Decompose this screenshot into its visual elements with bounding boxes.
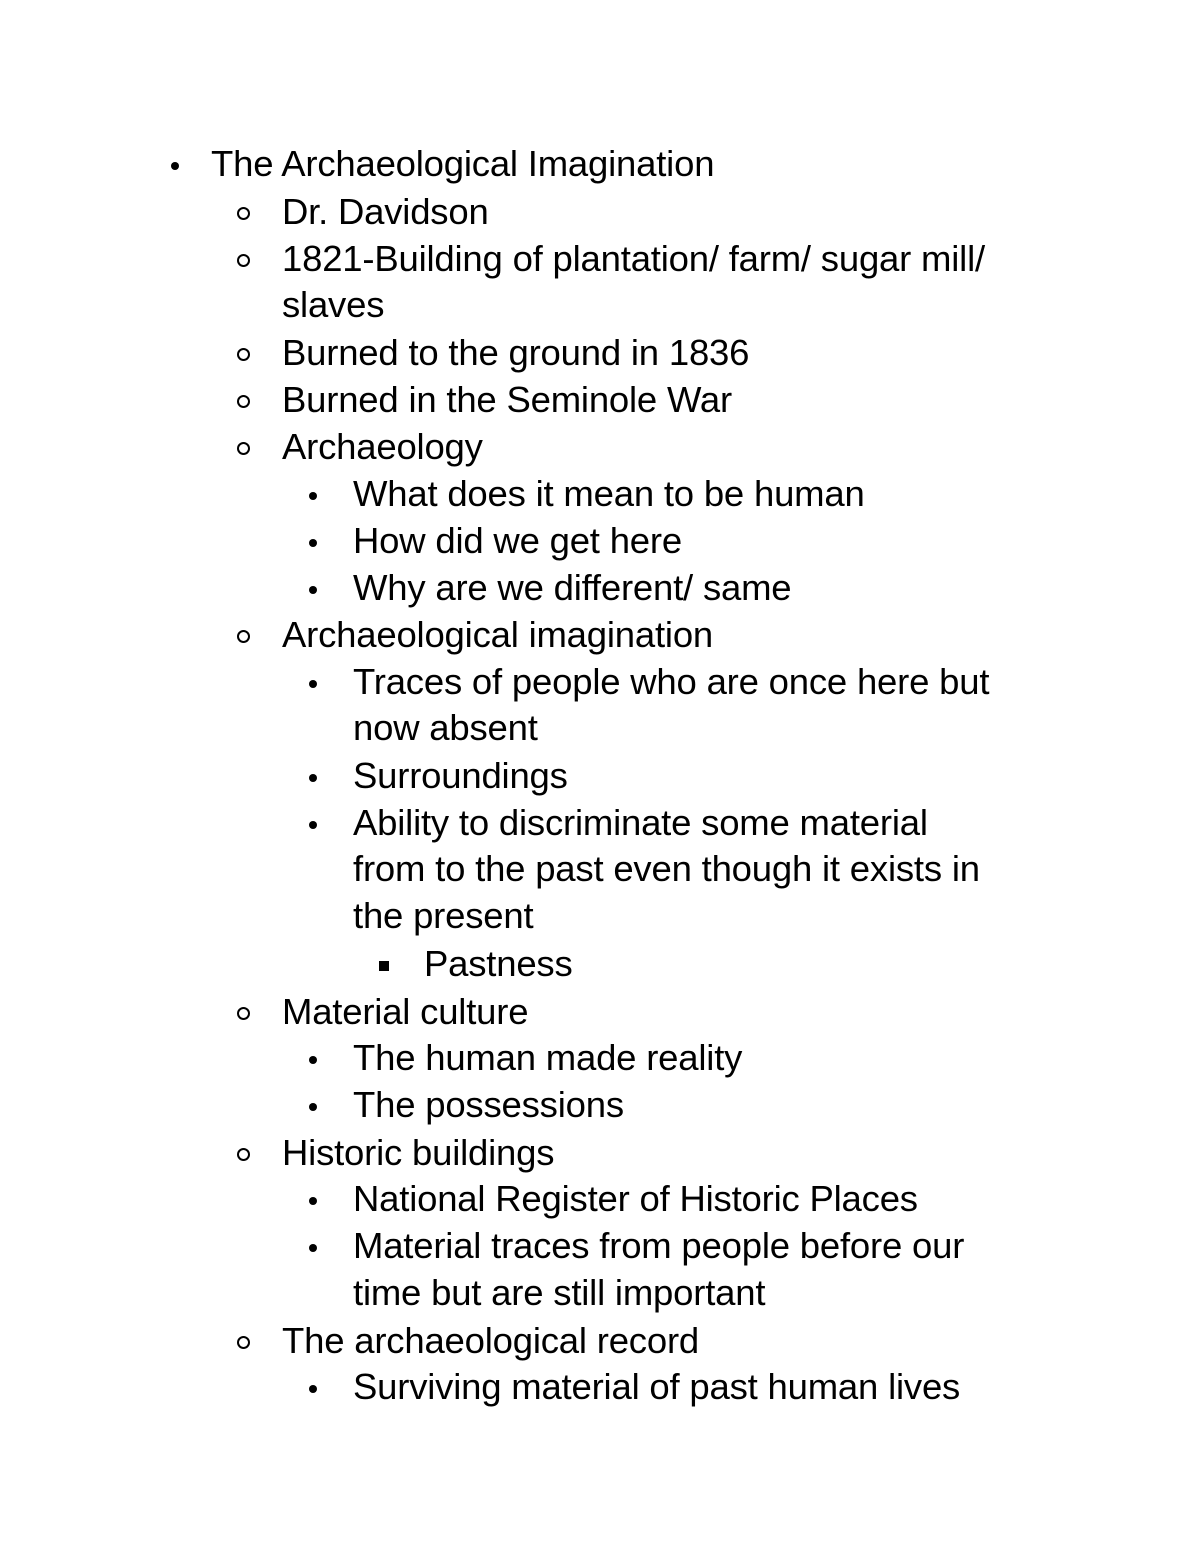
- bullet-circle: [237, 348, 250, 361]
- bullet-disc: [309, 1103, 317, 1111]
- bullet-circle: [237, 1336, 250, 1349]
- bullet-disc: [309, 1197, 317, 1205]
- outline-subitem: Ability to discriminate some material: [353, 802, 928, 843]
- outline-item: Archaeology: [282, 426, 483, 467]
- outline-item: Dr. Davidson: [282, 191, 489, 232]
- bullet-square: [379, 961, 389, 971]
- outline-item-continuation: slaves: [282, 284, 385, 325]
- bullet-disc: [309, 680, 317, 688]
- bullet-disc: [309, 539, 317, 547]
- outline-item: 1821-Building of plantation/ farm/ sugar mill/: [282, 238, 985, 279]
- bullet-disc: [309, 1385, 317, 1393]
- bullet-circle: [237, 254, 250, 267]
- bullet-circle: [237, 207, 250, 220]
- outline-subitem: Material traces from people before our: [353, 1225, 965, 1266]
- bullet-disc: [171, 162, 179, 170]
- outline-title: The Archaeological Imagination: [211, 143, 715, 184]
- outline-subitem-continuation: from to the past even though it exists in: [353, 848, 980, 889]
- outline-subitem-continuation: time but are still important: [353, 1272, 766, 1313]
- bullet-disc: [309, 774, 317, 782]
- bullet-circle: [237, 1007, 250, 1020]
- bullet-circle: [237, 442, 250, 455]
- outline-subitem-continuation: now absent: [353, 707, 538, 748]
- bullet-circle: [237, 1148, 250, 1161]
- outline-subitem: How did we get here: [353, 520, 682, 561]
- outline-item: The archaeological record: [282, 1320, 700, 1361]
- outline-subitem: Surviving material of past human lives: [353, 1366, 961, 1407]
- bullet-disc: [309, 492, 317, 500]
- outline-subitem: The human made reality: [353, 1037, 743, 1078]
- outline-item: Material culture: [282, 991, 529, 1032]
- outline-item: Historic buildings: [282, 1132, 555, 1173]
- outline-subitem: Traces of people who are once here but: [353, 661, 990, 702]
- outline-item: Burned to the ground in 1836: [282, 332, 750, 373]
- outline-subitem: What does it mean to be human: [353, 473, 865, 514]
- outline-subitem: The possessions: [353, 1084, 624, 1125]
- outline-subitem: Why are we different/ same: [353, 567, 792, 608]
- bullet-disc: [309, 586, 317, 594]
- bullet-disc: [309, 821, 317, 829]
- bullet-circle: [237, 630, 250, 643]
- outline-item: Burned in the Seminole War: [282, 379, 732, 420]
- bullet-disc: [309, 1056, 317, 1064]
- outline-item: Archaeological imagination: [282, 614, 714, 655]
- outline-subitem-continuation: the present: [353, 895, 534, 936]
- outline-subsubitem: Pastness: [424, 943, 573, 984]
- bullet-disc: [309, 1244, 317, 1252]
- outline-subitem: Surroundings: [353, 755, 568, 796]
- outline-subitem: National Register of Historic Places: [353, 1178, 918, 1219]
- bullet-circle: [237, 395, 250, 408]
